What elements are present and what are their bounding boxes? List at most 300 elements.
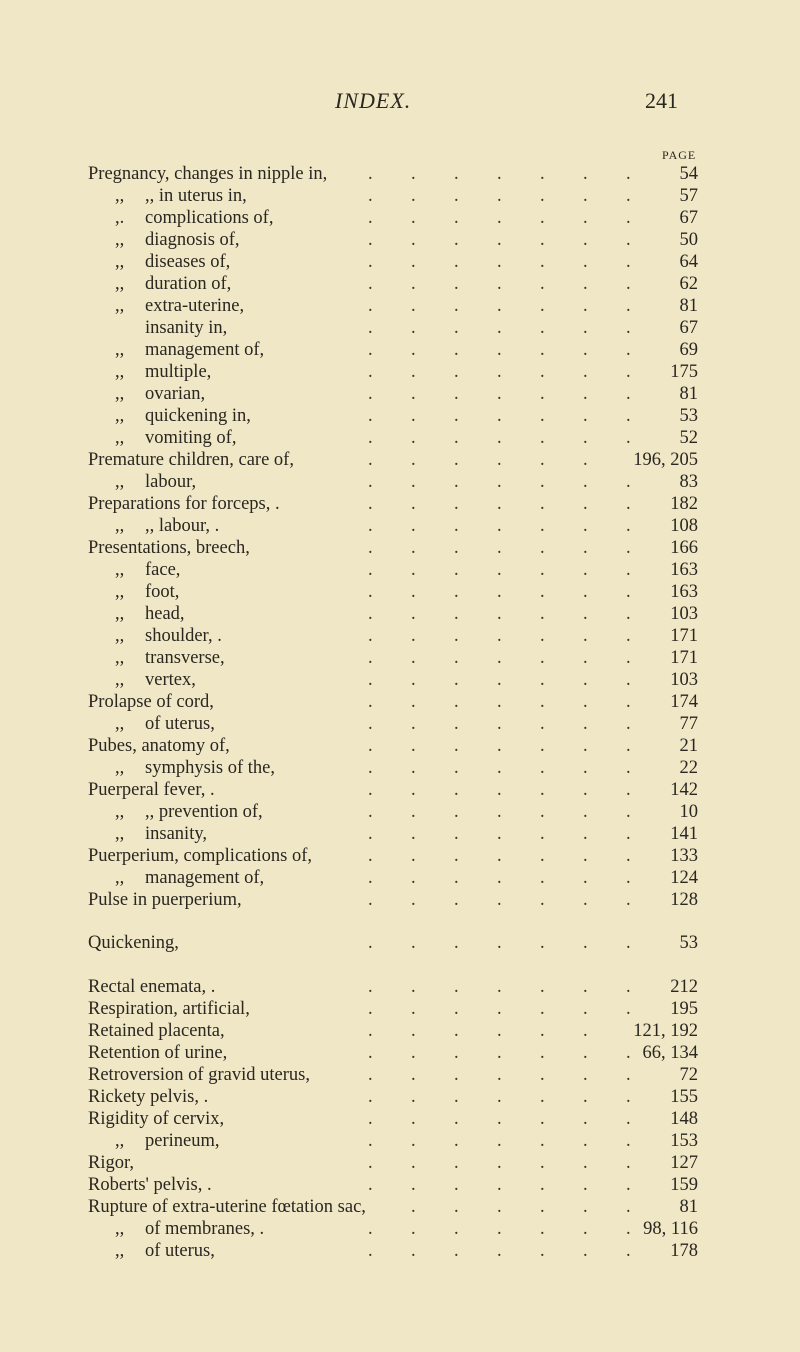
entry-pages: 148 [670,1109,698,1129]
leader-dot: . [497,780,502,800]
ditto-mark: ,, [115,560,125,580]
index-entry [0,1218,800,1240]
leader-dot: . [626,868,631,888]
leader-dot: . [411,692,416,712]
index-entry [0,1174,800,1196]
leader-dot: . [497,1043,502,1063]
entry-term: extra-uterine, [145,296,245,316]
leader-dot: . [454,1109,459,1129]
ditto-mark: ,, [115,384,125,404]
leader-dot: . [411,824,416,844]
ditto-mark: ,, [115,626,125,646]
ditto-mark: ,, [115,758,125,778]
entry-pages: 178 [670,1241,698,1261]
leader-dot: . [626,626,631,646]
entry-pages: 10 [679,802,698,822]
leader-dot: . [626,186,631,206]
leader-dot: . [497,406,502,426]
ditto-mark: ,, [115,472,125,492]
leader-dot: . [411,340,416,360]
leader-dot: . [540,186,545,206]
leader-dot: . [454,1065,459,1085]
leader-dot: . [368,186,373,206]
leader-dot: . [583,560,588,580]
leader-dot: . [411,296,416,316]
leader-dot: . [540,296,545,316]
entry-term: Prolapse of cord, [88,692,214,712]
leader-dot: . [497,340,502,360]
entry-pages: 155 [670,1087,698,1107]
leader-dot: . [454,428,459,448]
leader-dot: . [583,252,588,272]
leader-dot: . [583,362,588,382]
ditto-mark: ,, [115,1131,125,1151]
index-entry [0,713,800,735]
leader-dot: . [411,890,416,910]
entry-term: of uterus, [145,1241,215,1261]
leader-dot: . [411,670,416,690]
leader-dot: . [583,1153,588,1173]
entry-pages: 54 [679,164,698,184]
leader-dot: . [626,846,631,866]
entry-term: Roberts' pelvis, . [88,1175,212,1195]
leader-dot: . [540,758,545,778]
leader-dot: . [454,890,459,910]
leader-dot: . [368,406,373,426]
leader-dot: . [411,538,416,558]
entry-pages: 108 [670,516,698,536]
ditto-mark: ,, [115,274,125,294]
ditto-mark: ,, [115,516,125,536]
leader-dot: . [497,670,502,690]
leader-dot: . [454,1021,459,1041]
leader-dot: . [583,1131,588,1151]
leader-dot: . [368,999,373,1019]
leader-dot: . [540,1109,545,1129]
entry-term: vertex, [145,670,196,690]
entry-pages: 163 [670,582,698,602]
leader-dot: . [540,1131,545,1151]
leader-dot: . [454,1241,459,1261]
leader-dot: . [411,736,416,756]
leader-dot: . [368,560,373,580]
leader-dot: . [368,230,373,250]
leader-dot: . [454,758,459,778]
leader-dot: . [626,1043,631,1063]
leader-dot: . [626,977,631,997]
entry-term: multiple, [145,362,212,382]
entry-term: vomiting of, [145,428,237,448]
leader-dot: . [411,1131,416,1151]
leader-dot: . [497,450,502,470]
leader-dot: . [497,1065,502,1085]
leader-dot: . [497,516,502,536]
leader-dot: . [411,384,416,404]
leader-dot: . [497,362,502,382]
leader-dot: . [368,274,373,294]
leader-dot: . [411,362,416,382]
leader-dot: . [411,1219,416,1239]
leader-dot: . [411,626,416,646]
leader-dot: . [583,428,588,448]
leader-dot: . [626,560,631,580]
leader-dot: . [497,296,502,316]
leader-dot: . [411,714,416,734]
leader-dot: . [540,274,545,294]
leader-dot: . [497,1131,502,1151]
leader-dot: . [540,208,545,228]
leader-dot: . [540,648,545,668]
entry-pages: 159 [670,1175,698,1195]
leader-dot: . [583,1087,588,1107]
leader-dot: . [497,648,502,668]
leader-dot: . [583,1109,588,1129]
leader-dot: . [540,230,545,250]
index-entry [0,691,800,713]
leader-dot: . [454,648,459,668]
leader-dot: . [540,384,545,404]
leader-dot: . [368,582,373,602]
leader-dot: . [583,780,588,800]
leader-dot: . [583,604,588,624]
leader-dot: . [454,692,459,712]
entry-term: diagnosis of, [145,230,240,250]
leader-dot: . [583,626,588,646]
leader-dot: . [454,1153,459,1173]
leader-dot: . [626,516,631,536]
leader-dot: . [411,846,416,866]
leader-dot: . [411,1021,416,1041]
leader-dot: . [540,1087,545,1107]
leader-dot: . [368,428,373,448]
leader-dot: . [626,494,631,514]
index-entry [0,471,800,493]
leader-dot: . [583,582,588,602]
leader-dot: . [454,384,459,404]
leader-dot: . [454,1197,459,1217]
entry-pages: 171 [670,626,698,646]
leader-dot: . [626,428,631,448]
index-entry [0,559,800,581]
entry-term: duration of, [145,274,232,294]
leader-dot: . [454,714,459,734]
leader-dot: . [583,846,588,866]
ditto-mark: ,, [115,340,125,360]
entry-pages: 142 [670,780,698,800]
leader-dot: . [540,164,545,184]
leader-dot: . [368,824,373,844]
leader-dot: . [497,999,502,1019]
index-entry [0,647,800,669]
entry-pages: 66, 134 [642,1043,698,1063]
leader-dot: . [454,186,459,206]
leader-dot: . [626,406,631,426]
index-entry [0,1020,800,1042]
leader-dot: . [411,1109,416,1129]
leader-dot: . [411,560,416,580]
leader-dot: . [626,604,631,624]
leader-dot: . [368,1131,373,1151]
index-entry [0,515,800,537]
entry-pages: 81 [679,384,698,404]
leader-dot: . [540,670,545,690]
leader-dot: . [497,1219,502,1239]
leader-dot: . [540,560,545,580]
leader-dot: . [368,1021,373,1041]
leader-dot: . [497,208,502,228]
leader-dot: . [497,977,502,997]
entry-pages: 72 [679,1065,698,1085]
leader-dot: . [454,472,459,492]
entry-pages: 141 [670,824,698,844]
index-entry [0,669,800,691]
leader-dot: . [540,1043,545,1063]
leader-dot: . [497,1153,502,1173]
leader-dot: . [626,384,631,404]
leader-dot: . [368,318,373,338]
entry-pages: 174 [670,692,698,712]
leader-dot: . [626,252,631,272]
leader-dot: . [583,1197,588,1217]
leader-dot: . [626,758,631,778]
leader-dot: . [540,1219,545,1239]
leader-dot: . [626,1131,631,1151]
leader-dot: . [540,604,545,624]
leader-dot: . [583,164,588,184]
leader-dot: . [540,318,545,338]
leader-dot: . [368,1065,373,1085]
leader-dot: . [411,780,416,800]
leader-dot: . [583,516,588,536]
entry-term: Retained placenta, [88,1021,225,1041]
leader-dot: . [411,999,416,1019]
leader-dot: . [411,186,416,206]
entry-pages: 196, 205 [633,450,698,470]
entry-pages: 53 [679,406,698,426]
leader-dot: . [454,604,459,624]
leader-dot: . [411,758,416,778]
entry-pages: 124 [670,868,698,888]
leader-dot: . [540,780,545,800]
entry-pages: 128 [670,890,698,910]
leader-dot: . [540,472,545,492]
leader-dot: . [583,736,588,756]
leader-dot: . [454,582,459,602]
leader-dot: . [454,450,459,470]
index-entry [0,735,800,757]
entry-pages: 64 [679,252,698,272]
index-entry [0,889,800,911]
leader-dot: . [497,230,502,250]
leader-dot: . [540,999,545,1019]
index-entry [0,603,800,625]
leader-dot: . [540,494,545,514]
leader-dot: . [540,516,545,536]
leader-dot: . [540,933,545,953]
ditto-mark: ,, [115,582,125,602]
leader-dot: . [411,494,416,514]
leader-dot: . [368,208,373,228]
leader-dot: . [368,252,373,272]
leader-dot: . [497,1021,502,1041]
leader-dot: . [583,648,588,668]
leader-dot: . [368,1241,373,1261]
leader-dot: . [626,582,631,602]
leader-dot: . [497,472,502,492]
leader-dot: . [626,802,631,822]
leader-dot: . [497,1109,502,1129]
leader-dot: . [411,1153,416,1173]
leader-dot: . [583,933,588,953]
entry-pages: 153 [670,1131,698,1151]
leader-dot: . [497,714,502,734]
leader-dot: . [368,1109,373,1129]
leader-dot: . [497,1175,502,1195]
index-entry [0,251,800,273]
leader-dot: . [626,362,631,382]
leader-dot: . [497,1087,502,1107]
leader-dot: . [626,1241,631,1261]
entry-term: quickening in, [145,406,251,426]
leader-dot: . [497,824,502,844]
leader-dot: . [626,692,631,712]
leader-dot: . [626,1087,631,1107]
leader-dot: . [583,1241,588,1261]
leader-dot: . [368,1043,373,1063]
leader-dot: . [583,538,588,558]
leader-dot: . [540,582,545,602]
leader-dot: . [626,890,631,910]
leader-dot: . [626,1109,631,1129]
entry-pages: 103 [670,604,698,624]
entry-pages: 103 [670,670,698,690]
leader-dot: . [411,868,416,888]
ditto-mark: ,, [115,714,125,734]
leader-dot: . [583,692,588,712]
leader-dot: . [540,538,545,558]
leader-dot: . [497,384,502,404]
entry-pages: 195 [670,999,698,1019]
entry-term: Rigidity of cervix, [88,1109,225,1129]
leader-dot: . [454,1087,459,1107]
ditto-mark: ,, [115,362,125,382]
leader-dot: . [540,714,545,734]
leader-dot: . [411,406,416,426]
entry-term: Puerperal fever, . [88,780,215,800]
leader-dot: . [583,868,588,888]
leader-dot: . [540,1241,545,1261]
leader-dot: . [497,186,502,206]
leader-dot: . [540,1175,545,1195]
index-entry [0,1108,800,1130]
index-entry [0,185,800,207]
leader-dot: . [497,736,502,756]
leader-dot: . [454,362,459,382]
leader-dot: . [497,582,502,602]
index-entry [0,779,800,801]
leader-dot: . [583,890,588,910]
entry-term: of membranes, . [145,1219,265,1239]
entry-term: face, [145,560,181,580]
leader-dot: . [583,296,588,316]
leader-dot: . [497,1197,502,1217]
leader-dot: . [454,494,459,514]
leader-dot: . [626,1197,631,1217]
leader-dot: . [454,318,459,338]
entry-term: Rupture of extra-uterine fœtation sac, [88,1197,366,1217]
index-entry [0,823,800,845]
leader-dot: . [454,274,459,294]
leader-dot: . [368,1219,373,1239]
leader-dot: . [626,472,631,492]
entry-term: Pulse in puerperium, [88,890,242,910]
ditto-mark: ,, [115,868,125,888]
entry-pages: 52 [679,428,698,448]
leader-dot: . [368,758,373,778]
leader-dot: . [411,1087,416,1107]
leader-dot: . [454,230,459,250]
leader-dot: . [583,450,588,470]
leader-dot: . [497,933,502,953]
leader-dot: . [583,999,588,1019]
leader-dot: . [583,758,588,778]
leader-dot: . [497,802,502,822]
leader-dot: . [368,626,373,646]
leader-dot: . [540,1021,545,1041]
leader-dot: . [454,1175,459,1195]
entry-term: management of, [145,868,265,888]
index-entry [0,361,800,383]
index-entry [0,207,800,229]
leader-dot: . [368,450,373,470]
leader-dot: . [454,670,459,690]
entry-pages: 57 [679,186,698,206]
entry-term: Rectal enemata, . [88,977,216,997]
entry-pages: 69 [679,340,698,360]
leader-dot: . [626,538,631,558]
leader-dot: . [368,494,373,514]
entry-term: Preparations for forceps, . [88,494,280,514]
leader-dot: . [497,626,502,646]
leader-dot: . [411,648,416,668]
leader-dot: . [497,846,502,866]
entry-term: perineum, [145,1131,220,1151]
leader-dot: . [368,890,373,910]
index-entry [0,932,800,954]
entry-pages: 171 [670,648,698,668]
page-number: 241 [645,88,678,113]
index-entry [0,1042,800,1064]
leader-dot: . [411,428,416,448]
index-entry [0,493,800,515]
leader-dot: . [368,802,373,822]
entry-term: Pregnancy, changes in nipple in, [88,164,328,184]
leader-dot: . [454,340,459,360]
index-entry [0,163,800,185]
leader-dot: . [540,1153,545,1173]
entry-term: head, [145,604,185,624]
leader-dot: . [411,208,416,228]
leader-dot: . [540,1065,545,1085]
leader-dot: . [626,670,631,690]
leader-dot: . [454,626,459,646]
ditto-mark: ,, [115,230,125,250]
leader-dot: . [368,538,373,558]
leader-dot: . [626,1065,631,1085]
index-entry [0,273,800,295]
leader-dot: . [368,516,373,536]
leader-dot: . [583,670,588,690]
